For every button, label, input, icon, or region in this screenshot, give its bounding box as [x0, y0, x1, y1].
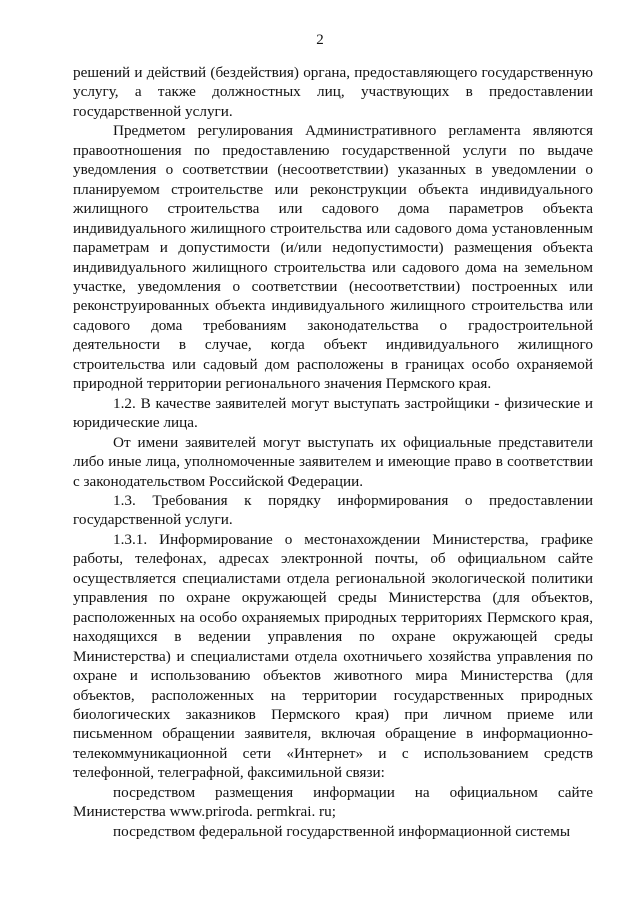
paragraph-federal-system: посредством федеральной государственной информационной системы	[113, 822, 571, 840]
paragraph-service-decisions: решений и действий (бездействия) органа, предоставляющего государственную услугу, а также должностных лиц, участвующих в предоставлении государственной услуги.	[73, 64, 593, 120]
paragraph-regulation-subject: Предметом регулирования Административного регламента являются правоотношения по предоставлению государственной услуги по выдаче уведомления о соответствии (несоответствии) указанных в уведомлении о планируемом строительстве или реконструкции объекта индивидуального жилищного строительства или садового дома параметров объекта индивидуального жилищного строительства или садового дома установленным параметрам и допустимости (и/или недопустимости) размещения объекта индивидуального жилищного строительства или садового дома на земельном участке, уведомления о соответствии (несоответствии) построенных или реконструированных объекта индивидуального жилищного строительства или садового дома требованиям законодательства о градостроительной деятельности в случае, когда объект индивидуального жилищного строительства или садовый дом расположены в границах особо охраняемой природной территории регионального значения Пермского края.	[73, 122, 593, 393]
paragraph-official-website: посредством размещения информации на официальном сайте Министерства www.priroda. permkrai. ru;	[73, 783, 593, 821]
paragraph-informing-requirements: 1.3. Требования к порядку информирования о предоставлении государственной услуги.	[73, 491, 593, 529]
paragraph-applicants: 1.2. В качестве заявителей могут выступать застройщики - физические и юридические лица.	[73, 394, 593, 432]
paragraph-representatives: От имени заявителей могут выступать их официальные представители либо иные лица, уполномоченные заявителем и имеющие право в соответствии с законодательством Российской Федерации.	[73, 433, 593, 490]
page-number: 2	[316, 32, 324, 48]
document-body	[73, 63, 593, 841]
paragraph-informing-ministry: 1.3.1. Информирование о местонахождении Министерства, графике работы, телефонах, адресах электронной почты, об официальном сайте осуществляется специалистами отдела региональной экологической политики управления по охране окружающей среды Министерства (для объектов, расположенных на особо охраняемых природных территориях Пермского края, находящихся в ведении управления по охране окружающей среды Министерства) и специалистами отдела охотничьего хозяйства управления по охране и использованию объектов животного мира Министерства (для объектов, расположенных на территории государственных природных биологических заказников Пермского края) при личном приеме или письменном обращении заявителя, включая обращение в информационно-телекоммуникационной сети «Интернет» и с использованием средств телефонной, телеграфной, факсимильной связи:	[73, 530, 593, 782]
